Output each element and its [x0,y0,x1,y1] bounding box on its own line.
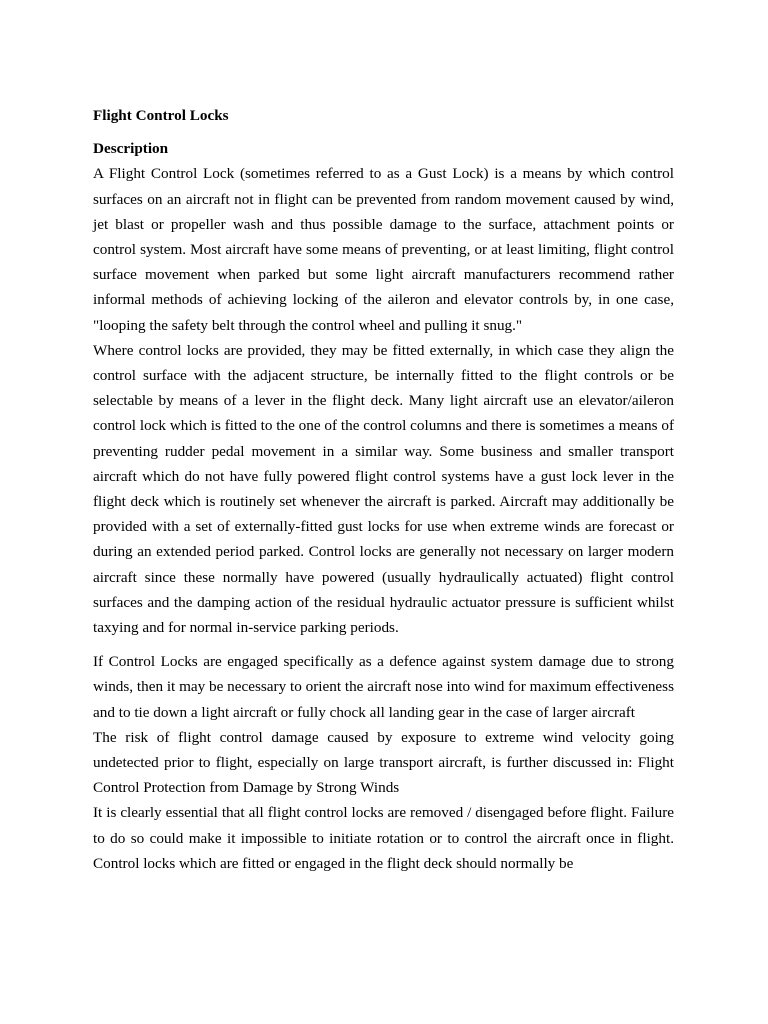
document-title: Flight Control Locks [93,107,229,124]
section-heading-description: Description [93,140,169,158]
paragraph-1: A Flight Control Lock (sometimes referred to as a Gust Lock) is a means by which control surfaces on an aircraft not in flight can be prevented from random movement caused by wind, jet blast or propeller wash and thus possible damage to the surface, attachment points or control system. Most aircraft have some means of preventing, or at least limiting, flight control surface movement when parked but some light aircraft manufacturers recommend rather informal methods of achieving locking of the aileron and elevator controls by, in one case, "looping the safety belt through the control wheel and pulling it snug." [93,165,674,334]
paragraph-5: It is clearly essential that all flight control locks are removed / disengaged before flight. Failure to do so could make it impossible to initiate rotation or to control the aircraft once in flight. Control locks which are fitted or engaged in the flight deck should normally be [93,804,674,872]
document-body [93,103,674,876]
paragraph-2: Where control locks are provided, they may be fitted externally, in which case they align the control surface with the adjacent structure, be internally fitted to the flight controls or be selectable by means of a lever in the flight deck. Many light aircraft use an elevator/aileron control lock which is fitted to the one of the control columns and there is sometimes a means of preventing rudder pedal movement in a similar way. Some business and smaller transport aircraft which do not have fully powered flight control systems have a gust lock lever in the flight deck which is routinely set whenever the aircraft is parked. Aircraft may additionally be provided with a set of externally-fitted gust locks for use when extreme winds are forecast or during an extended period parked. Control locks are generally not necessary on larger modern aircraft since these normally have powered (usually hydraulically actuated) flight control surfaces and the damping action of the residual hydraulic actuator pressure is sufficient whilst taxying and for normal in-service parking periods. [93,341,674,637]
paragraph-4: The risk of flight control damage caused by exposure to extreme wind velocity going undetected prior to flight, especially on large transport aircraft, is further discussed in: Flight Control Protection from Damage by Strong Winds [93,728,674,797]
paragraph-3: If Control Locks are engaged specifically as a defence against system damage due to strong winds, then it may be necessary to orient the aircraft nose into wind for maximum effectiveness and to tie down a light aircraft or fully chock all landing gear in the case of larger aircraft [93,653,674,721]
